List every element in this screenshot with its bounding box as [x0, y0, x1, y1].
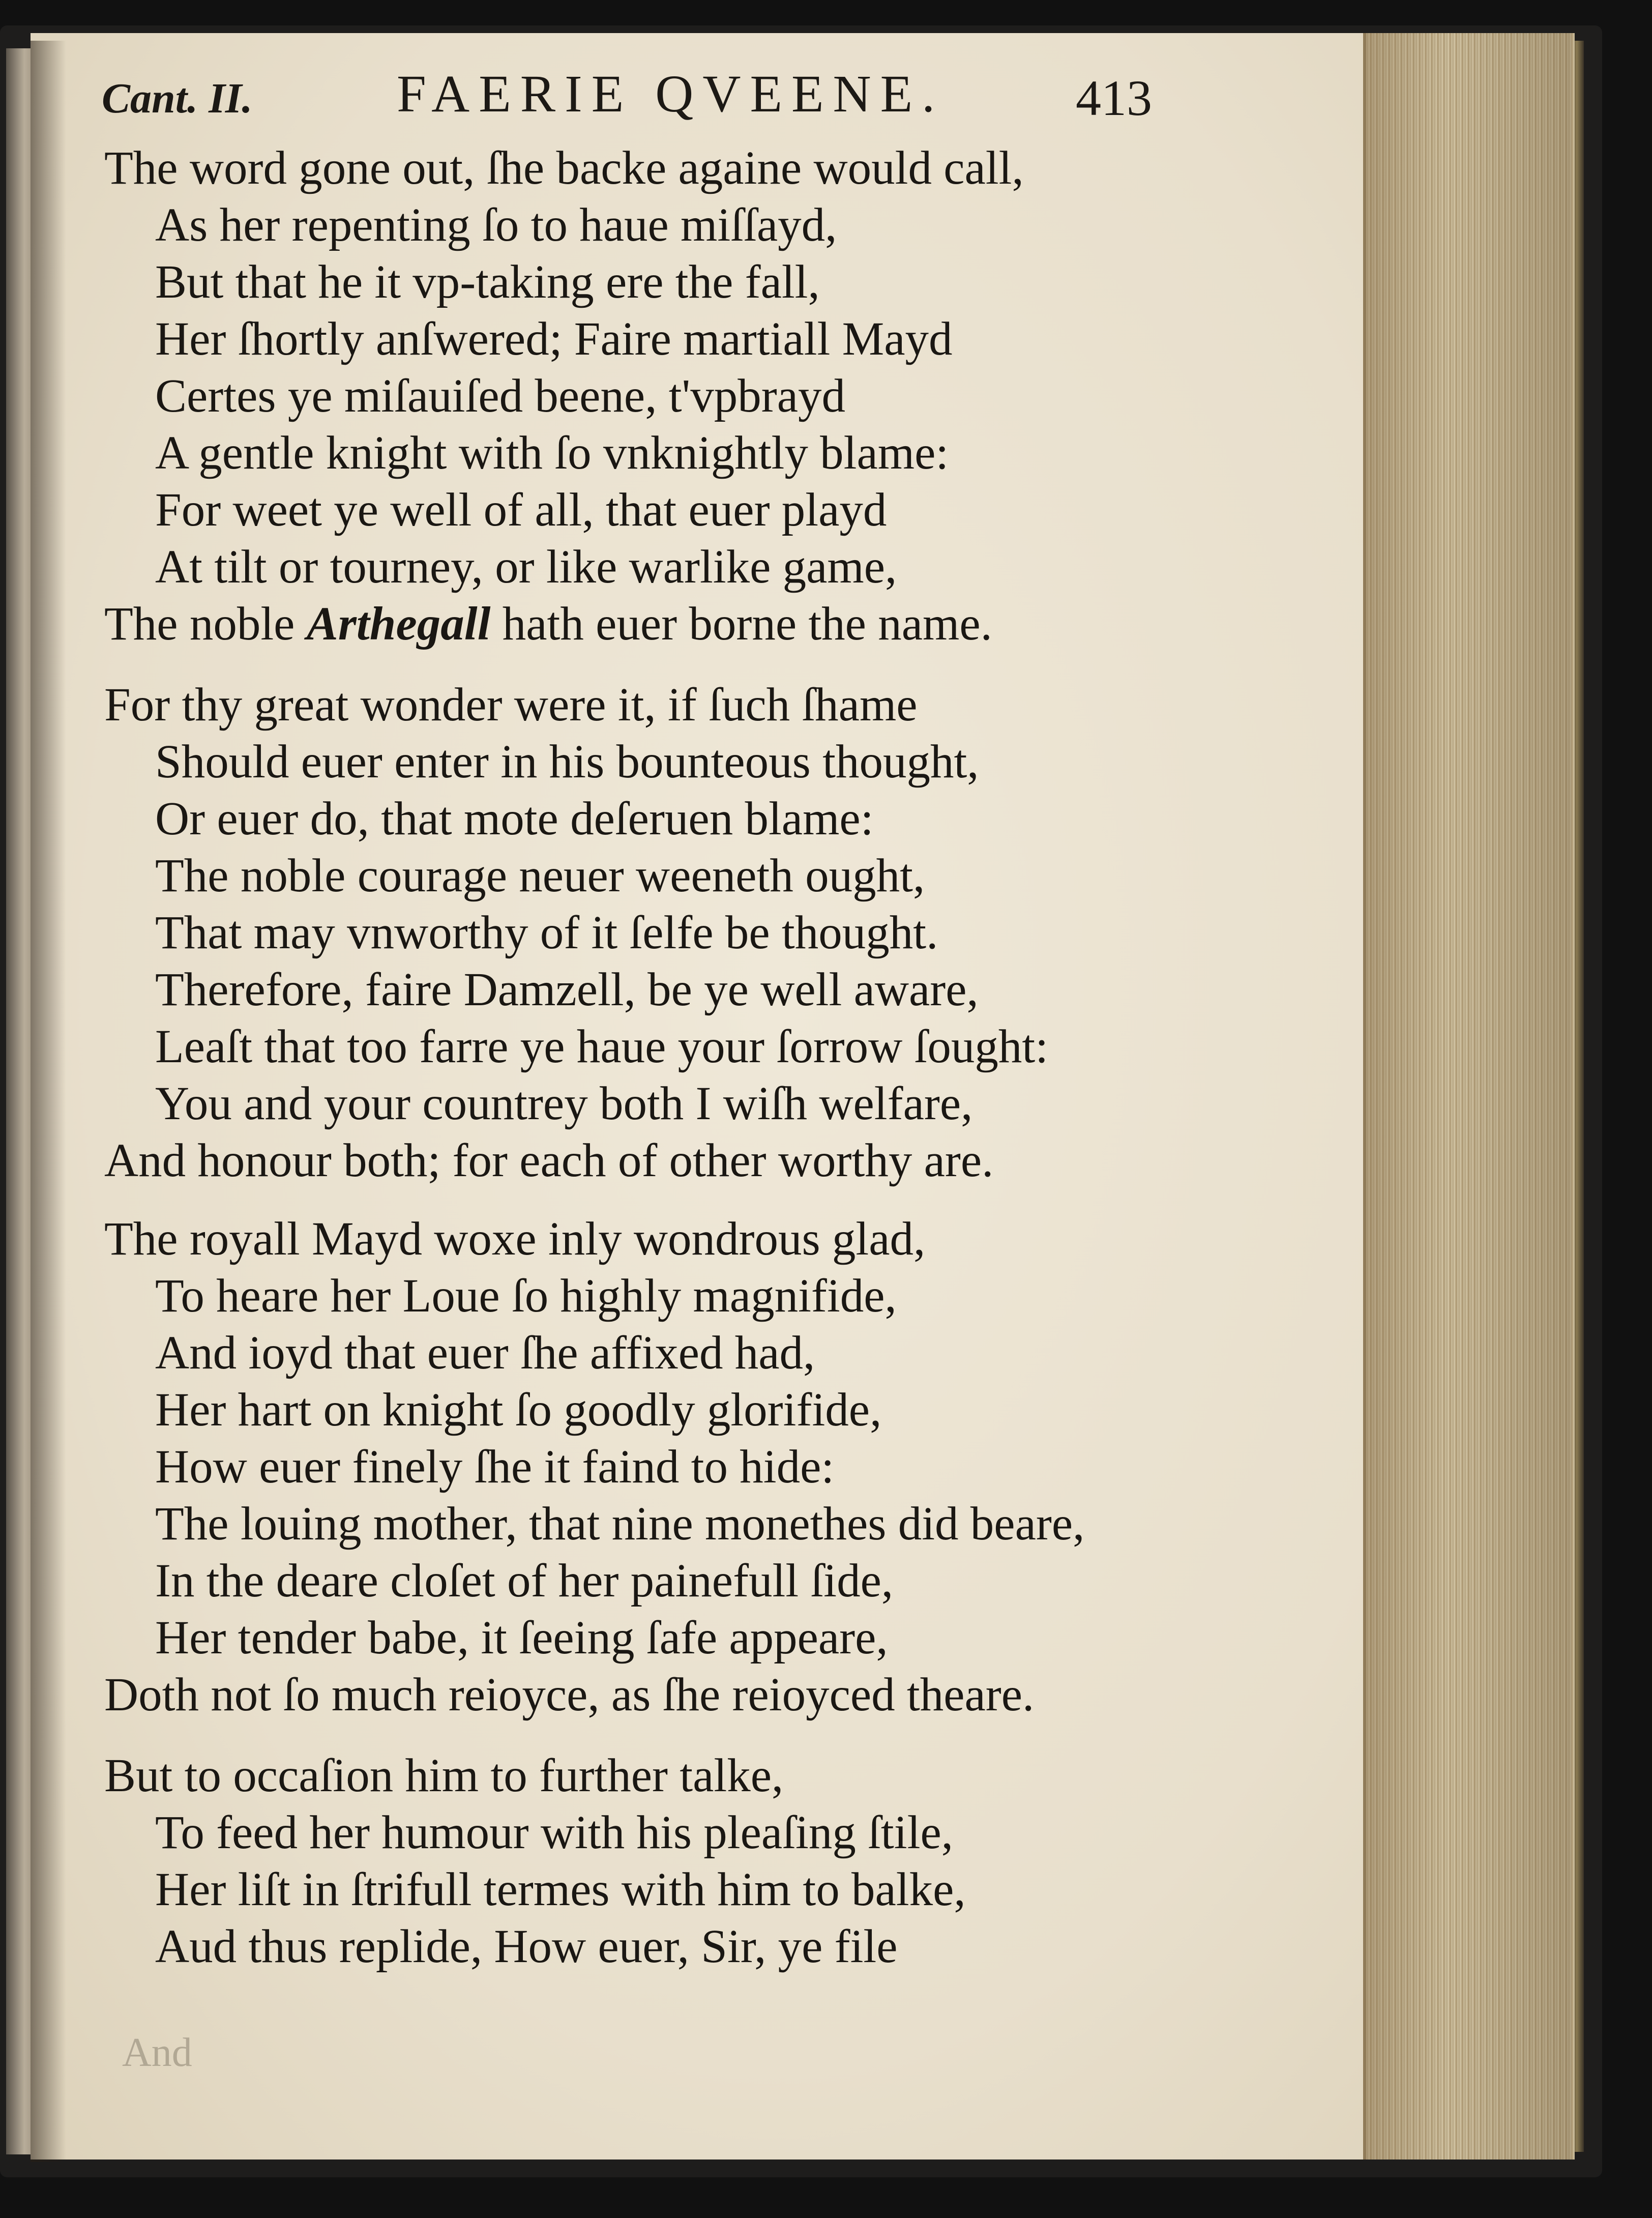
- verse-line: Therefore, faire Damzell, be ye well aware,: [155, 964, 979, 1016]
- verse-line: But to occaſion him to further talke,: [104, 1749, 784, 1802]
- verse-line: To feed her humour with his pleaſing ſtile,: [155, 1806, 953, 1859]
- verse-line: The louing mother, that nine monethes did beare,: [155, 1498, 1085, 1550]
- verse-line: And ioyd that euer ſhe affixed had,: [155, 1327, 815, 1379]
- page-number: 413: [1076, 70, 1152, 126]
- verse-line: Doth not ſo much reioyce, as ſhe reioyced theare.: [104, 1669, 1035, 1721]
- gutter-shadow: [31, 41, 66, 2162]
- verse-line: At tilt or tourney, or like warlike game,: [155, 541, 897, 593]
- verse-line: Certes ye miſauiſed beene, t'vpbrayd: [155, 370, 846, 422]
- verse-line: The noble courage neuer weeneth ought,: [155, 850, 925, 902]
- verse-line: A gentle knight with ſo vnknightly blame:: [155, 427, 949, 479]
- stanza-3: [104, 1211, 1223, 1724]
- verse-line: Her tender babe, it ſeeing ſafe appeare,: [155, 1612, 888, 1664]
- verse-line: Leaſt that too farre ye haue your ſorrow ſought:: [155, 1020, 1049, 1073]
- verse-line: In the deare cloſet of her painefull ſide,: [155, 1555, 894, 1607]
- verse-text: The noble: [104, 598, 307, 650]
- verse-line: For thy great wonder were it, if ſuch ſhame: [104, 679, 918, 731]
- proper-name-arthegall: Arthegall: [306, 598, 491, 650]
- verse-line: Aud thus replide, How euer, Sir, ye file: [155, 1920, 898, 1973]
- verse-line: Her ſhortly anſwered; Faire martiall Mayd: [155, 313, 953, 365]
- running-head: [97, 59, 1180, 125]
- verse-line: And honour both; for each of other worthy are.: [104, 1134, 994, 1187]
- verse-line: To heare her Loue ſo highly magnifide,: [155, 1270, 897, 1322]
- fore-edge-shading: [1363, 33, 1572, 2159]
- verse-text: hath euer borne the name.: [490, 598, 992, 650]
- verse-line: You and your countrey both I wiſh welfare,: [155, 1077, 973, 1130]
- verse-line: Her liſt in ſtrifull termes with him to balke,: [155, 1863, 966, 1916]
- verse-line: The royall Mayd woxe inly wondrous glad,: [104, 1213, 926, 1265]
- canto-label: Cant. II.: [102, 75, 253, 122]
- verse-line: Her hart on knight ſo goodly glorifide,: [155, 1384, 882, 1436]
- running-title: FAERIE QVEENE.: [397, 65, 945, 123]
- verse-line: As her repenting ſo to haue miſſayd,: [155, 199, 837, 251]
- verse-line: Or euer do, that mote deſeruen blame:: [155, 793, 874, 845]
- verse-line: How euer finely ſhe it faind to hide:: [155, 1441, 835, 1493]
- stanza-2: [104, 677, 1223, 1189]
- verse-line: But that he it vp-taking ere the fall,: [155, 256, 820, 308]
- verse-line: Should euer enter in his bounteous thought,: [155, 736, 979, 788]
- stanza-4: [104, 1747, 1223, 1975]
- verse-line: The word gone out, ſhe backe againe would call,: [104, 142, 1024, 194]
- verse-line: For weet ye well of all, that euer playd: [155, 484, 887, 536]
- stanza-1: [104, 140, 1223, 653]
- verse-line: That may vnworthy of it ſelfe be thought.: [155, 907, 938, 959]
- catchword: And: [122, 2030, 192, 2075]
- verse-line-alexandrine: [104, 596, 1223, 653]
